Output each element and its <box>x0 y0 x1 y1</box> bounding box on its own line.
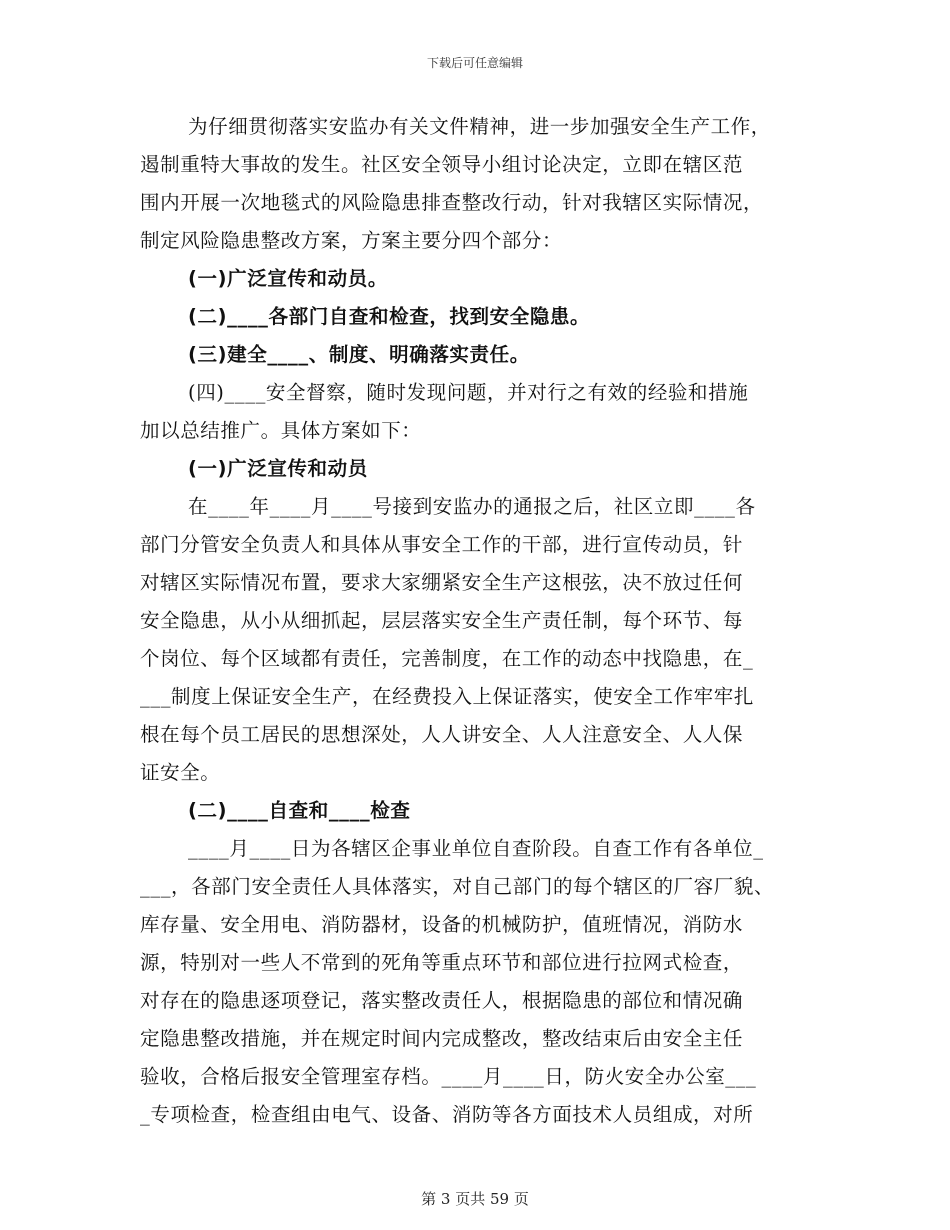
paragraph-line: 源，特别对一些人不常到的死角等重点环节和部位进行拉网式检查， <box>140 951 744 974</box>
paragraph-line: 对辖区实际情况布置，要求大家绷紧安全生产这根弦，决不放过任何 <box>140 571 744 594</box>
section-heading: (一)广泛宣传和动员。 <box>188 267 388 290</box>
section-heading: (一)广泛宣传和动员 <box>188 457 368 480</box>
paragraph-line: 安全隐患，从小从细抓起，层层落实安全生产责任制，每个环节、每 <box>140 609 744 632</box>
section-heading: (二)____各部门自查和检查，找到安全隐患。 <box>188 305 591 328</box>
paragraph-line: 根在每个员工居民的思想深处，人人讲安全、人人注意安全、人人保 <box>140 723 744 746</box>
paragraph-line: 证安全。 <box>140 761 221 784</box>
paragraph-line: 个岗位、每个区域都有责任，完善制度，在工作的动态中找隐患，在_ <box>140 647 754 670</box>
paragraph-line: 验收，合格后报安全管理室存档。____月____日，防火安全办公室___ <box>140 1065 757 1088</box>
section-heading: (三)建全____、制度、明确落实责任。 <box>188 343 530 366</box>
paragraph-line: _专项检查，检查组由电气、设备、消防等各方面技术人员组成，对所 <box>140 1103 754 1126</box>
paragraph-line: ____月____日为各辖区企事业单位自查阶段。自查工作有各单位_ <box>188 837 764 860</box>
page-header: 下载后可任意编辑 <box>426 56 523 70</box>
paragraph-line: 为仔细贯彻落实安监办有关文件精神，进一步加强安全生产工作， <box>188 115 771 138</box>
paragraph-line: ___，各部门安全责任人具体落实，对自己部门的每个辖区的厂容厂貌、 <box>140 875 775 898</box>
section-heading: (二)____自查和____检查 <box>188 799 411 822</box>
paragraph-line: 对存在的隐患逐项登记，落实整改责任人，根据隐患的部位和情况确 <box>140 989 744 1012</box>
paragraph-line: 制定风险隐患整改方案，方案主要分四个部分： <box>140 229 563 252</box>
page-footer: 第 3 页共 59 页 <box>421 1190 529 1208</box>
paragraph-line: 定隐患整改措施，并在规定时间内完成整改，整改结束后由安全主任 <box>140 1027 744 1050</box>
paragraph-line: 部门分管安全负责人和具体从事安全工作的干部，进行宣传动员，针 <box>140 533 744 556</box>
paragraph-line: ___制度上保证安全生产，在经费投入上保证落实，使安全工作牢牢扎 <box>140 685 754 708</box>
paragraph-line: 在____年____月____号接到安监办的通报之后，社区立即____各 <box>188 495 756 518</box>
paragraph-line: 遏制重特大事故的发生。社区安全领导小组讨论决定，立即在辖区范 <box>140 153 744 176</box>
paragraph-line: 围内开展一次地毯式的风险隐患排查整改行动，针对我辖区实际情况， <box>140 191 764 214</box>
paragraph-line: (四)____安全督察，随时发现问题，并对行之有效的经验和措施 <box>188 381 749 404</box>
paragraph-line: 加以总结推广。具体方案如下： <box>140 419 422 442</box>
paragraph-line: 库存量、安全用电、消防器材，设备的机械防护，值班情况，消防水 <box>140 913 744 936</box>
document-body <box>140 108 830 1134</box>
